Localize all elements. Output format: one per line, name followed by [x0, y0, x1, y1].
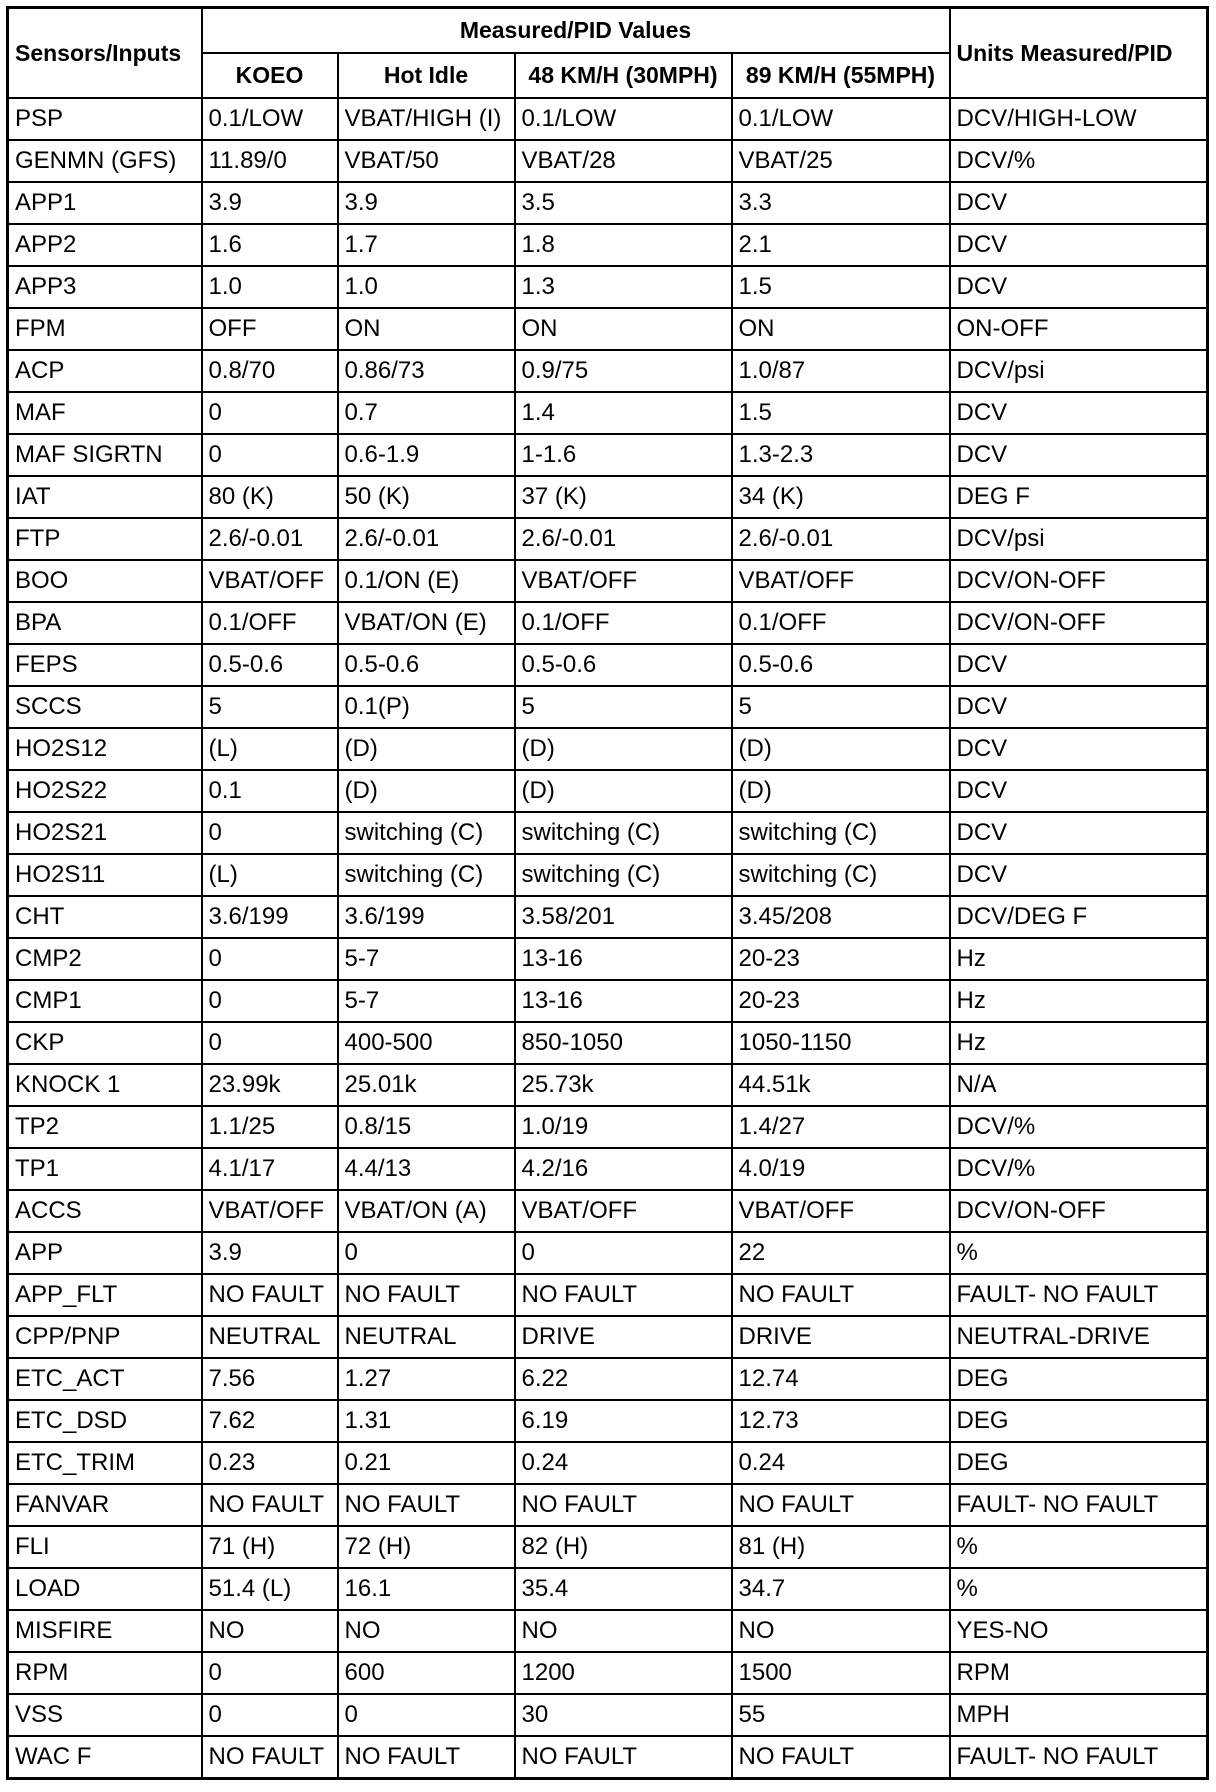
55mph-value-cell: (D) — [732, 728, 950, 770]
units-cell: DCV/psi — [950, 518, 1208, 560]
30mph-value-cell: VBAT/OFF — [515, 1190, 732, 1232]
units-cell: YES-NO — [950, 1610, 1208, 1652]
30mph-value-cell: 1.3 — [515, 266, 732, 308]
55mph-value-cell: DRIVE — [732, 1316, 950, 1358]
table-row — [8, 266, 1208, 308]
koeo-value-cell: 0 — [202, 392, 338, 434]
hot-idle-value-cell: 5-7 — [338, 980, 515, 1022]
55mph-value-cell: 55 — [732, 1694, 950, 1736]
sensor-name-cell: ETC_DSD — [8, 1400, 202, 1442]
sensor-name-cell: APP3 — [8, 266, 202, 308]
header-row-top — [8, 8, 1208, 54]
hot-idle-value-cell: 3.9 — [338, 182, 515, 224]
hot-idle-value-cell: 0 — [338, 1232, 515, 1274]
55mph-value-cell: 1050-1150 — [732, 1022, 950, 1064]
units-cell: DCV/DEG F — [950, 896, 1208, 938]
koeo-value-cell: 3.9 — [202, 1232, 338, 1274]
55mph-value-cell: 34 (K) — [732, 476, 950, 518]
hot-idle-value-cell: 0.86/73 — [338, 350, 515, 392]
30mph-value-cell: (D) — [515, 770, 732, 812]
55mph-value-cell: NO FAULT — [732, 1484, 950, 1526]
table-row — [8, 1694, 1208, 1736]
hot-idle-value-cell: 0.1/ON (E) — [338, 560, 515, 602]
table-row — [8, 140, 1208, 182]
hot-idle-value-cell: VBAT/50 — [338, 140, 515, 182]
koeo-value-cell: 3.6/199 — [202, 896, 338, 938]
55mph-value-cell: NO FAULT — [732, 1736, 950, 1779]
table-row — [8, 1568, 1208, 1610]
30mph-value-cell: 0.5-0.6 — [515, 644, 732, 686]
hot-idle-value-cell: 400-500 — [338, 1022, 515, 1064]
sensor-name-cell: FLI — [8, 1526, 202, 1568]
table-row — [8, 1106, 1208, 1148]
hot-idle-value-cell: 0.6-1.9 — [338, 434, 515, 476]
hot-idle-value-cell: 0.1(P) — [338, 686, 515, 728]
table-row — [8, 392, 1208, 434]
sensor-name-cell: FEPS — [8, 644, 202, 686]
30mph-value-cell: VBAT/28 — [515, 140, 732, 182]
55mph-value-cell: NO FAULT — [732, 1274, 950, 1316]
koeo-value-cell: NO — [202, 1610, 338, 1652]
30mph-value-cell: 0.9/75 — [515, 350, 732, 392]
table-row — [8, 938, 1208, 980]
koeo-value-cell: NO FAULT — [202, 1484, 338, 1526]
30mph-value-cell: 4.2/16 — [515, 1148, 732, 1190]
table-row — [8, 1358, 1208, 1400]
table-row — [8, 896, 1208, 938]
table-row — [8, 1316, 1208, 1358]
units-cell: DCV/ON-OFF — [950, 1190, 1208, 1232]
55mph-value-cell: 22 — [732, 1232, 950, 1274]
table-row — [8, 560, 1208, 602]
koeo-value-cell: 0 — [202, 1694, 338, 1736]
sensor-name-cell: KNOCK 1 — [8, 1064, 202, 1106]
koeo-value-cell: 11.89/0 — [202, 140, 338, 182]
55mph-value-cell: VBAT/25 — [732, 140, 950, 182]
units-cell: DEG — [950, 1400, 1208, 1442]
table-row — [8, 1736, 1208, 1779]
hot-idle-value-cell: ON — [338, 308, 515, 350]
units-cell: % — [950, 1568, 1208, 1610]
sensor-name-cell: APP2 — [8, 224, 202, 266]
units-cell: % — [950, 1526, 1208, 1568]
units-cell: DCV — [950, 686, 1208, 728]
koeo-value-cell: 80 (K) — [202, 476, 338, 518]
table-row — [8, 1400, 1208, 1442]
sensor-name-cell: MAF — [8, 392, 202, 434]
table-row — [8, 644, 1208, 686]
55mph-value-cell: 2.1 — [732, 224, 950, 266]
hot-idle-value-cell: 72 (H) — [338, 1526, 515, 1568]
table-row — [8, 980, 1208, 1022]
30mph-value-cell: switching (C) — [515, 812, 732, 854]
30mph-value-cell: 1.0/19 — [515, 1106, 732, 1148]
30mph-value-cell: 2.6/-0.01 — [515, 518, 732, 560]
hot-idle-value-cell: 25.01k — [338, 1064, 515, 1106]
hot-idle-value-cell: 1.7 — [338, 224, 515, 266]
koeo-value-cell: 1.6 — [202, 224, 338, 266]
sensor-name-cell: CMP2 — [8, 938, 202, 980]
hot-idle-value-cell: 5-7 — [338, 938, 515, 980]
sensor-name-cell: HO2S11 — [8, 854, 202, 896]
koeo-value-cell: 0.1/OFF — [202, 602, 338, 644]
koeo-value-cell: 0 — [202, 812, 338, 854]
hot-idle-value-cell: NO FAULT — [338, 1274, 515, 1316]
sensor-name-cell: MAF SIGRTN — [8, 434, 202, 476]
55mph-value-cell: 0.5-0.6 — [732, 644, 950, 686]
units-cell: DCV — [950, 224, 1208, 266]
30mph-value-cell: DRIVE — [515, 1316, 732, 1358]
sensor-name-cell: WAC F — [8, 1736, 202, 1779]
units-cell: Hz — [950, 980, 1208, 1022]
koeo-value-cell: 0.23 — [202, 1442, 338, 1484]
sensor-name-cell: SCCS — [8, 686, 202, 728]
55mph-value-cell: 81 (H) — [732, 1526, 950, 1568]
pid-values-table — [6, 6, 1209, 1780]
hot-idle-value-cell: 4.4/13 — [338, 1148, 515, 1190]
hot-idle-value-cell: 0.21 — [338, 1442, 515, 1484]
koeo-value-cell: 0 — [202, 434, 338, 476]
30mph-value-cell: 3.58/201 — [515, 896, 732, 938]
55mph-value-cell: 4.0/19 — [732, 1148, 950, 1190]
55mph-value-cell: switching (C) — [732, 812, 950, 854]
koeo-value-cell: OFF — [202, 308, 338, 350]
units-measured-header: Units Measured/PID — [950, 8, 1208, 99]
55mph-value-cell: 3.3 — [732, 182, 950, 224]
units-cell: Hz — [950, 938, 1208, 980]
table-row — [8, 350, 1208, 392]
hot-idle-value-cell: 2.6/-0.01 — [338, 518, 515, 560]
table-row — [8, 1652, 1208, 1694]
hot-idle-column-header: Hot Idle — [338, 53, 515, 98]
units-cell: FAULT- NO FAULT — [950, 1274, 1208, 1316]
koeo-value-cell: 0.1/LOW — [202, 98, 338, 140]
koeo-value-cell: 1.1/25 — [202, 1106, 338, 1148]
sensor-name-cell: APP1 — [8, 182, 202, 224]
units-cell: DCV — [950, 266, 1208, 308]
hot-idle-value-cell: 0.5-0.6 — [338, 644, 515, 686]
table-row — [8, 476, 1208, 518]
sensor-name-cell: VSS — [8, 1694, 202, 1736]
sensor-name-cell: MISFIRE — [8, 1610, 202, 1652]
koeo-value-cell: 0 — [202, 1022, 338, 1064]
hot-idle-value-cell: 3.6/199 — [338, 896, 515, 938]
koeo-value-cell: NO FAULT — [202, 1736, 338, 1779]
30mph-value-cell: 1200 — [515, 1652, 732, 1694]
sensor-name-cell: TP1 — [8, 1148, 202, 1190]
sensor-name-cell: CHT — [8, 896, 202, 938]
sensor-name-cell: ACCS — [8, 1190, 202, 1232]
55mph-value-cell: 2.6/-0.01 — [732, 518, 950, 560]
55mph-value-cell: 1.4/27 — [732, 1106, 950, 1148]
table-row — [8, 1148, 1208, 1190]
30mph-value-cell: 3.5 — [515, 182, 732, 224]
hot-idle-value-cell: (D) — [338, 770, 515, 812]
hot-idle-value-cell: 0.7 — [338, 392, 515, 434]
koeo-value-cell: VBAT/OFF — [202, 1190, 338, 1232]
55mph-value-cell: VBAT/OFF — [732, 1190, 950, 1232]
table-row — [8, 308, 1208, 350]
koeo-value-cell: 3.9 — [202, 182, 338, 224]
units-cell: DCV — [950, 182, 1208, 224]
55mph-value-cell: 1.5 — [732, 392, 950, 434]
sensor-name-cell: CKP — [8, 1022, 202, 1064]
30mph-value-cell: (D) — [515, 728, 732, 770]
30mph-value-cell: 0.1/OFF — [515, 602, 732, 644]
table-row — [8, 1064, 1208, 1106]
koeo-value-cell: 5 — [202, 686, 338, 728]
55mph-value-cell: 34.7 — [732, 1568, 950, 1610]
koeo-value-cell: 0 — [202, 1652, 338, 1694]
table-row — [8, 1610, 1208, 1652]
hot-idle-value-cell: VBAT/HIGH (I) — [338, 98, 515, 140]
sensor-name-cell: HO2S12 — [8, 728, 202, 770]
hot-idle-value-cell: VBAT/ON (E) — [338, 602, 515, 644]
table-row — [8, 1022, 1208, 1064]
table-row — [8, 518, 1208, 560]
units-cell: Hz — [950, 1022, 1208, 1064]
hot-idle-value-cell: NEUTRAL — [338, 1316, 515, 1358]
units-cell: MPH — [950, 1694, 1208, 1736]
units-cell: DEG — [950, 1442, 1208, 1484]
koeo-value-cell: VBAT/OFF — [202, 560, 338, 602]
hot-idle-value-cell: VBAT/ON (A) — [338, 1190, 515, 1232]
koeo-value-cell: 7.56 — [202, 1358, 338, 1400]
koeo-value-cell: 0.1 — [202, 770, 338, 812]
30mph-value-cell: 1.4 — [515, 392, 732, 434]
units-cell: DCV — [950, 812, 1208, 854]
30mph-value-cell: 37 (K) — [515, 476, 732, 518]
koeo-value-cell: 4.1/17 — [202, 1148, 338, 1190]
koeo-value-cell: 23.99k — [202, 1064, 338, 1106]
sensor-name-cell: ETC_ACT — [8, 1358, 202, 1400]
table-row — [8, 434, 1208, 476]
55mph-value-cell: 0.24 — [732, 1442, 950, 1484]
sensor-name-cell: RPM — [8, 1652, 202, 1694]
sensor-name-cell: GENMN (GFS) — [8, 140, 202, 182]
55mph-value-cell: VBAT/OFF — [732, 560, 950, 602]
sensor-name-cell: HO2S21 — [8, 812, 202, 854]
55mph-value-cell: 20-23 — [732, 938, 950, 980]
table-row — [8, 1190, 1208, 1232]
30mph-value-cell: 6.19 — [515, 1400, 732, 1442]
sensor-name-cell: APP — [8, 1232, 202, 1274]
koeo-value-cell: 0 — [202, 980, 338, 1022]
table-row — [8, 1274, 1208, 1316]
30mph-value-cell: 0.24 — [515, 1442, 732, 1484]
55mph-value-cell: (D) — [732, 770, 950, 812]
table-row — [8, 812, 1208, 854]
55mph-value-cell: 12.73 — [732, 1400, 950, 1442]
55mph-column-header: 89 KM/H (55MPH) — [732, 53, 950, 98]
30mph-value-cell: 35.4 — [515, 1568, 732, 1610]
hot-idle-value-cell: 1.31 — [338, 1400, 515, 1442]
koeo-value-cell: 0 — [202, 938, 338, 980]
hot-idle-value-cell: NO FAULT — [338, 1484, 515, 1526]
55mph-value-cell: ON — [732, 308, 950, 350]
table-row — [8, 728, 1208, 770]
koeo-value-cell: 71 (H) — [202, 1526, 338, 1568]
units-cell: FAULT- NO FAULT — [950, 1736, 1208, 1779]
table-row — [8, 1232, 1208, 1274]
sensors-inputs-header: Sensors/Inputs — [8, 8, 202, 99]
hot-idle-value-cell: 600 — [338, 1652, 515, 1694]
30mph-value-cell: NO — [515, 1610, 732, 1652]
30mph-value-cell: 5 — [515, 686, 732, 728]
55mph-value-cell: NO — [732, 1610, 950, 1652]
sensor-name-cell: FTP — [8, 518, 202, 560]
units-cell: N/A — [950, 1064, 1208, 1106]
units-cell: % — [950, 1232, 1208, 1274]
units-cell: FAULT- NO FAULT — [950, 1484, 1208, 1526]
hot-idle-value-cell: switching (C) — [338, 812, 515, 854]
55mph-value-cell: 0.1/LOW — [732, 98, 950, 140]
30mph-value-cell: NO FAULT — [515, 1736, 732, 1779]
pid-values-sheet — [6, 6, 1206, 1780]
30mph-value-cell: 850-1050 — [515, 1022, 732, 1064]
hot-idle-value-cell: 0.8/15 — [338, 1106, 515, 1148]
hot-idle-value-cell: 16.1 — [338, 1568, 515, 1610]
units-cell: NEUTRAL-DRIVE — [950, 1316, 1208, 1358]
55mph-value-cell: switching (C) — [732, 854, 950, 896]
units-cell: DCV/% — [950, 140, 1208, 182]
table-row — [8, 770, 1208, 812]
55mph-value-cell: 0.1/OFF — [732, 602, 950, 644]
30mph-value-cell: 13-16 — [515, 938, 732, 980]
sensor-name-cell: FANVAR — [8, 1484, 202, 1526]
table-row — [8, 1484, 1208, 1526]
table-row — [8, 602, 1208, 644]
sensor-name-cell: BPA — [8, 602, 202, 644]
table-row — [8, 686, 1208, 728]
30mph-column-header: 48 KM/H (30MPH) — [515, 53, 732, 98]
koeo-value-cell: NEUTRAL — [202, 1316, 338, 1358]
sensor-name-cell: HO2S22 — [8, 770, 202, 812]
sensor-name-cell: LOAD — [8, 1568, 202, 1610]
table-row — [8, 1526, 1208, 1568]
sensor-name-cell: CPP/PNP — [8, 1316, 202, 1358]
table-row — [8, 98, 1208, 140]
table-row — [8, 1442, 1208, 1484]
sensor-name-cell: APP_FLT — [8, 1274, 202, 1316]
units-cell: DCV/psi — [950, 350, 1208, 392]
30mph-value-cell: 82 (H) — [515, 1526, 732, 1568]
table-row — [8, 854, 1208, 896]
units-cell: DEG — [950, 1358, 1208, 1400]
hot-idle-value-cell: NO FAULT — [338, 1736, 515, 1779]
table-header — [8, 8, 1208, 99]
koeo-value-cell: NO FAULT — [202, 1274, 338, 1316]
koeo-column-header: KOEO — [202, 53, 338, 98]
units-cell: DCV — [950, 392, 1208, 434]
units-cell: ON-OFF — [950, 308, 1208, 350]
koeo-value-cell: (L) — [202, 728, 338, 770]
30mph-value-cell: VBAT/OFF — [515, 560, 732, 602]
30mph-value-cell: 0 — [515, 1232, 732, 1274]
55mph-value-cell: 44.51k — [732, 1064, 950, 1106]
30mph-value-cell: 1-1.6 — [515, 434, 732, 476]
sensor-name-cell: ETC_TRIM — [8, 1442, 202, 1484]
table-row — [8, 224, 1208, 266]
units-cell: DCV/ON-OFF — [950, 560, 1208, 602]
koeo-value-cell: (L) — [202, 854, 338, 896]
55mph-value-cell: 1.0/87 — [732, 350, 950, 392]
sensor-name-cell: FPM — [8, 308, 202, 350]
30mph-value-cell: 6.22 — [515, 1358, 732, 1400]
units-cell: DCV/% — [950, 1148, 1208, 1190]
55mph-value-cell: 5 — [732, 686, 950, 728]
30mph-value-cell: 13-16 — [515, 980, 732, 1022]
units-cell: RPM — [950, 1652, 1208, 1694]
koeo-value-cell: 2.6/-0.01 — [202, 518, 338, 560]
30mph-value-cell: NO FAULT — [515, 1274, 732, 1316]
sensor-name-cell: PSP — [8, 98, 202, 140]
measured-pid-values-header: Measured/PID Values — [202, 8, 950, 54]
hot-idle-value-cell: 1.0 — [338, 266, 515, 308]
table-body — [8, 98, 1208, 1779]
table-row — [8, 182, 1208, 224]
55mph-value-cell: 20-23 — [732, 980, 950, 1022]
hot-idle-value-cell: 1.27 — [338, 1358, 515, 1400]
units-cell: DCV — [950, 854, 1208, 896]
units-cell: DCV — [950, 770, 1208, 812]
koeo-value-cell: 7.62 — [202, 1400, 338, 1442]
hot-idle-value-cell: (D) — [338, 728, 515, 770]
30mph-value-cell: 0.1/LOW — [515, 98, 732, 140]
30mph-value-cell: ON — [515, 308, 732, 350]
55mph-value-cell: 1.3-2.3 — [732, 434, 950, 476]
units-cell: DCV — [950, 728, 1208, 770]
sensor-name-cell: BOO — [8, 560, 202, 602]
hot-idle-value-cell: NO — [338, 1610, 515, 1652]
sensor-name-cell: CMP1 — [8, 980, 202, 1022]
koeo-value-cell: 0.5-0.6 — [202, 644, 338, 686]
koeo-value-cell: 1.0 — [202, 266, 338, 308]
hot-idle-value-cell: 0 — [338, 1694, 515, 1736]
units-cell: DCV/ON-OFF — [950, 602, 1208, 644]
30mph-value-cell: 25.73k — [515, 1064, 732, 1106]
units-cell: DCV/HIGH-LOW — [950, 98, 1208, 140]
hot-idle-value-cell: switching (C) — [338, 854, 515, 896]
koeo-value-cell: 0.8/70 — [202, 350, 338, 392]
units-cell: DCV/% — [950, 1106, 1208, 1148]
30mph-value-cell: switching (C) — [515, 854, 732, 896]
sensor-name-cell: ACP — [8, 350, 202, 392]
55mph-value-cell: 12.74 — [732, 1358, 950, 1400]
sensor-name-cell: TP2 — [8, 1106, 202, 1148]
30mph-value-cell: 30 — [515, 1694, 732, 1736]
units-cell: DEG F — [950, 476, 1208, 518]
55mph-value-cell: 1500 — [732, 1652, 950, 1694]
units-cell: DCV — [950, 434, 1208, 476]
30mph-value-cell: 1.8 — [515, 224, 732, 266]
units-cell: DCV — [950, 644, 1208, 686]
sensor-name-cell: IAT — [8, 476, 202, 518]
koeo-value-cell: 51.4 (L) — [202, 1568, 338, 1610]
55mph-value-cell: 1.5 — [732, 266, 950, 308]
30mph-value-cell: NO FAULT — [515, 1484, 732, 1526]
hot-idle-value-cell: 50 (K) — [338, 476, 515, 518]
55mph-value-cell: 3.45/208 — [732, 896, 950, 938]
